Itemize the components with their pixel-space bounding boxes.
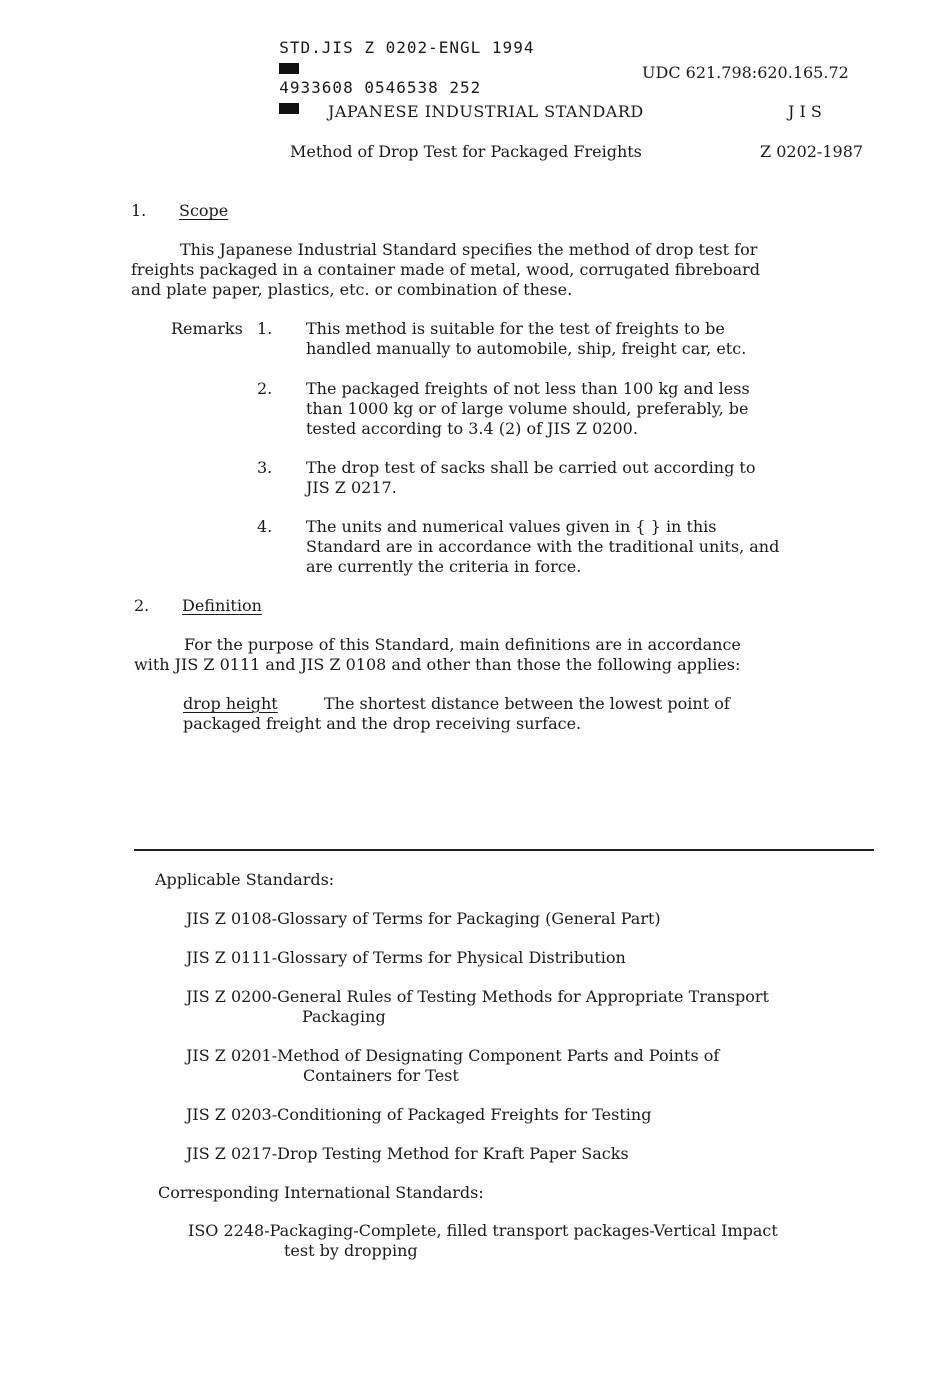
remark-line: The units and numerical values given in { } in this (306, 517, 717, 536)
remark-number: 4. (257, 517, 273, 536)
header-code-left: STD.JIS Z 0202-ENGL 1994 (279, 38, 535, 57)
document-title: Method of Drop Test for Packaged Freights (290, 142, 642, 161)
jis-mark: J I S (788, 102, 822, 121)
international-standard-item-cont: test by dropping (284, 1241, 418, 1260)
remark-line: The drop test of sacks shall be carried out according to (306, 458, 756, 477)
remark-number: 3. (257, 458, 273, 477)
scope-paragraph-line: freights packaged in a container made of metal, wood, corrugated fibreboard (131, 260, 761, 279)
applicable-standard-item-cont: Packaging (302, 1007, 386, 1026)
section-number: 1. (131, 201, 147, 220)
standard-number: Z 0202-1987 (760, 142, 864, 161)
remark-line: than 1000 kg or of large volume should, preferably, be (306, 399, 749, 418)
definition-paragraph-line: with JIS Z 0111 and JIS Z 0108 and other than those the following applies: (134, 655, 741, 674)
remark-line: tested according to 3.4 (2) of JIS Z 0200. (306, 419, 638, 438)
applicable-standard-item: JIS Z 0217-Drop Testing Method for Kraft Paper Sacks (186, 1144, 629, 1163)
definition-paragraph-line: For the purpose of this Standard, main definitions are in accordance (184, 635, 741, 654)
remark-number: 2. (257, 379, 273, 398)
international-standard-item: ISO 2248-Packaging-Complete, filled transport packages-Vertical Impact (188, 1221, 778, 1240)
redaction-block (279, 63, 299, 74)
applicable-standard-item: JIS Z 0111-Glossary of Terms for Physical Distribution (186, 948, 626, 967)
term-definition-line: The shortest distance between the lowest point of (324, 694, 730, 713)
applicable-standard-item: JIS Z 0108-Glossary of Terms for Packaging (General Part) (186, 909, 661, 928)
remark-line: The packaged freights of not less than 100 kg and less (306, 379, 750, 398)
remark-line: JIS Z 0217. (306, 478, 397, 497)
header-code-right: 4933608 0546538 252 (279, 78, 482, 97)
term-drop-height: drop height (183, 694, 278, 713)
udc-number: UDC 621.798:620.165.72 (642, 63, 849, 82)
remark-number: 1. (257, 319, 273, 338)
remark-line: This method is suitable for the test of freights to be (306, 319, 725, 338)
applicable-standard-item: JIS Z 0203-Conditioning of Packaged Freights for Testing (186, 1105, 652, 1124)
remarks-label: Remarks (171, 319, 243, 338)
term-definition-line: packaged freight and the drop receiving surface. (183, 714, 582, 733)
applicable-standard-item: JIS Z 0200-General Rules of Testing Methods for Appropriate Transport (186, 987, 769, 1006)
redaction-block (279, 103, 299, 114)
scope-paragraph-line: This Japanese Industrial Standard specifies the method of drop test for (180, 240, 758, 259)
applicable-standard-item-cont: Containers for Test (303, 1066, 459, 1085)
applicable-standard-item: JIS Z 0201-Method of Designating Component Parts and Points of (186, 1046, 720, 1065)
remark-line: are currently the criteria in force. (306, 557, 582, 576)
section-heading-definition: Definition (182, 596, 262, 615)
section-number: 2. (134, 596, 150, 615)
applicable-standards-label: Applicable Standards: (155, 870, 335, 889)
remark-line: handled manually to automobile, ship, freight car, etc. (306, 339, 747, 358)
scope-paragraph-line: and plate paper, plastics, etc. or combination of these. (131, 280, 573, 299)
international-standards-label: Corresponding International Standards: (158, 1183, 484, 1202)
footnote-divider (134, 849, 874, 851)
standard-type: JAPANESE INDUSTRIAL STANDARD (328, 102, 644, 121)
section-heading-scope: Scope (179, 201, 229, 220)
remark-line: Standard are in accordance with the traditional units, and (306, 537, 780, 556)
